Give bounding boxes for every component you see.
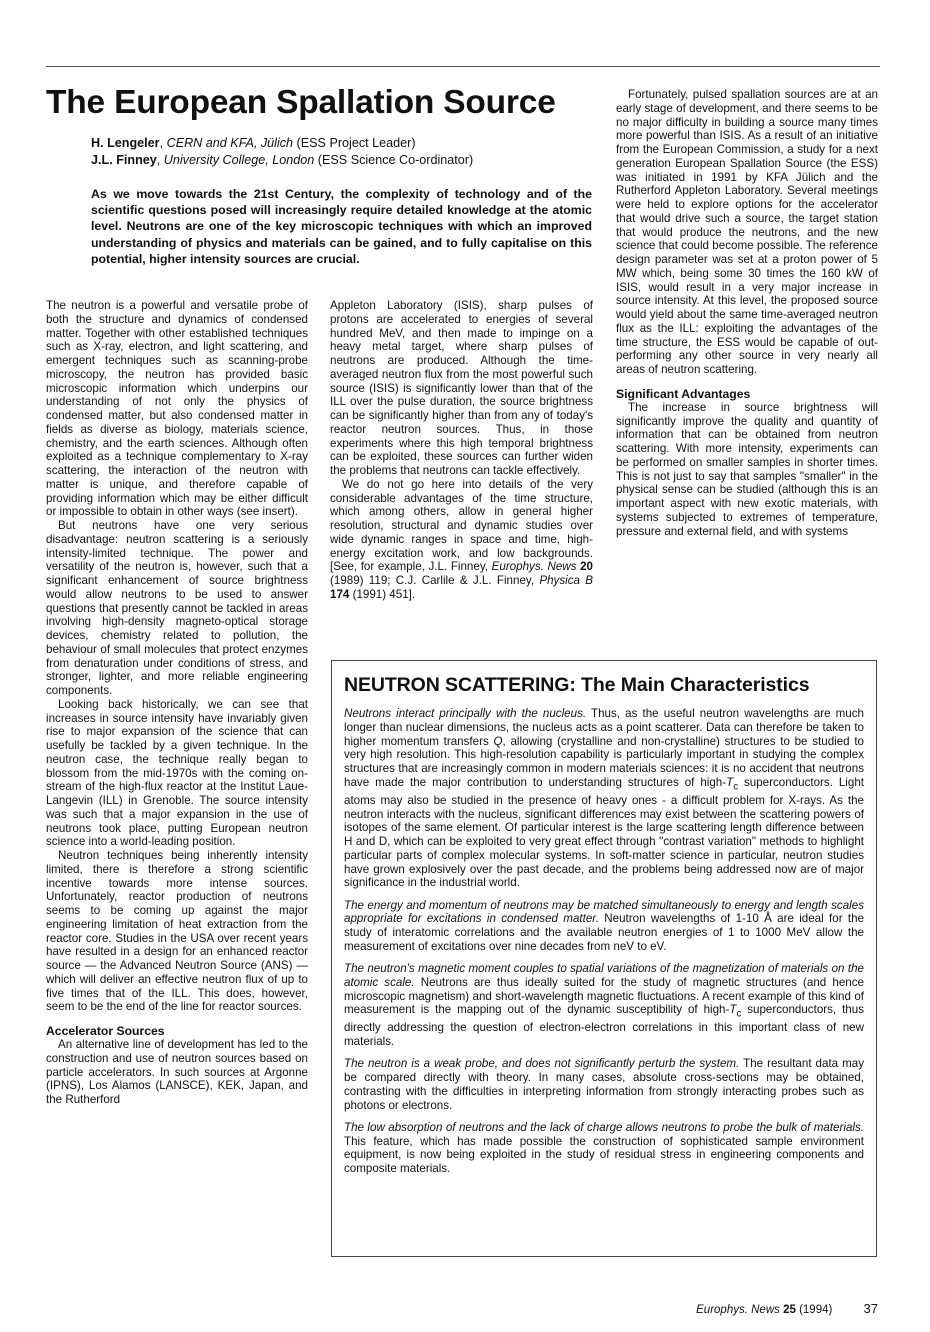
footer-year: (1994)	[799, 1304, 833, 1316]
paragraph-text: , allowing (crystalline and non-crystalline) structures to be studied to very high resolution. This high-resolution capability is particularly important in studying the complex structures that are increasingly common in modern materials sciences: it is no accident that neutrons have made the major contribution to understanding structures of high-	[344, 734, 864, 789]
reference-text: (1989) 119; C.J. Carlile & J.L. Finney,	[330, 574, 535, 587]
lead-sentence: The neutron's magnetic moment couples to spatial variations of the magnetization of materials on the atomic scale.	[344, 962, 864, 989]
author-name: H. Lengeler	[91, 136, 160, 150]
lead-sentence: Neutrons interact principally with the nucleus.	[344, 707, 587, 720]
paragraph-text: Thus, as the useful neutron wavelengths are much longer than nuclear dimensions, the nucleus acts as a point scatterer. Data can therefore be taken to higher momentum transfers	[344, 707, 864, 748]
author-1: H. Lengeler, CERN and KFA, Jülich (ESS Project Leader)	[91, 136, 416, 150]
footer-volume: 25	[783, 1304, 796, 1316]
paragraph	[330, 478, 593, 602]
inset-paragraph	[344, 962, 864, 1049]
author-name: J.L. Finney	[91, 153, 157, 167]
reference-text: (1991) 451].	[352, 587, 416, 601]
journal-name: Europhys. News	[491, 560, 577, 574]
column-1	[46, 299, 308, 1107]
author-role: (ESS Project Leader)	[296, 136, 416, 150]
paragraph-text: The resultant data may be compared directly with theory. In many cases, absolute cross-sections may be obtained, contrasting with the difficulties in interpreting information from strongly interacting probes such as photons or electrons.	[344, 1057, 865, 1112]
paragraph-text: We do not go here into details of the very considerable advantages of the time structure, which among others, allow in general higher resolution, structural and dynamic studies over wide dynamic ranges in space and time, high-energy excitation work, and low backgrounds. [See, for example, J.L. Finney,	[330, 477, 593, 574]
subscript: c	[733, 781, 739, 793]
page-footer	[696, 1301, 878, 1316]
subscript: c	[736, 1008, 742, 1020]
lead-sentence: The neutron is a weak probe, and does not significantly perturb the system.	[344, 1057, 740, 1071]
inset-paragraph	[344, 707, 864, 890]
abstract: As we move towards the 21st Century, the complexity of technology and of the scientific questions posed will increasingly require detailed knowledge at the atomic level. Neutrons are one of the key microscopic techniques with which an improved understanding of physics and materials can be gained, and to fully capitalise on this potential, higher intensity sources are crucial.	[91, 187, 592, 266]
journal-name: Physica B	[539, 574, 594, 587]
paragraph-text: Neutrons are thus ideally suited for the study of magnetic structures (and hence microscopic magnetism) and short-wavelength magnetic fluctuations. A recent example of this kind of measurement is the mapping out of the dynamic susceptibility of high-	[344, 975, 865, 1017]
paragraph: The neutron is a powerful and versatile probe of both the structure and dynamics of condensed matter. Together with other established techniques such as X-ray, electron, and light scattering, and emergent techniques such as scanning-probe microscopy, the neutron has provided basic microscopic information which underpins our understanding of not only the physics of condensed matter, but also condensed matter in fields as diverse as biology, materials science, chemistry, and the earth sciences. Although often exploited as a technique complementary to X-ray scattering, the interaction of the neutron with matter is unique, and therefore capable of providing information which may be either difficult or impossible to obtain in other ways (see insert).	[46, 299, 308, 519]
column-2	[330, 299, 593, 602]
inset-title: NEUTRON SCATTERING: The Main Characteristics	[344, 674, 810, 696]
paragraph-text: This feature, which has made possible the construction of sophisticated sample environment equipment, is now being exploited in the study of residual stress in engineering components and composite materials.	[344, 1134, 864, 1176]
paragraph-text: Neutron wavelengths of 1-10 Å are ideal for the study of interatomic correlations and the available neutron energies of 1 to 1000 MeV allow the measurement of excitations over nine decades from neV to eV.	[344, 912, 864, 953]
author-affiliation: University College, London	[163, 153, 315, 167]
page-number: 37	[863, 1301, 878, 1316]
symbol-tc: T	[729, 1003, 737, 1017]
column-3	[616, 88, 878, 538]
paragraph-text: superconductors, thus directly addressing the question of electron-electron correlations in this important class of new materials.	[344, 1003, 864, 1049]
symbol-q: Q	[493, 734, 503, 748]
paragraph-text: superconductors. Light atoms may also be studied in the presence of heavy ones - a difficult problem for X-rays. As the neutron interacts with the nucleus, significant differences may exist between the scattering powers of isotopes of the same element. Of particular interest is the large scattering length difference between H and D, which can be exploited to very great effect through "contrast variation" methods to highlight particular parts of complex molecular systems. In soft-matter science in particular, neutron studies have grown explosively over the past decade, and the problems being addressed now are of major significance in the industrial world.	[344, 775, 864, 890]
inset-paragraph	[344, 1057, 864, 1112]
inset-paragraph	[344, 1121, 864, 1176]
inset-paragraph	[344, 899, 864, 954]
section-heading: Significant Advantages	[616, 386, 751, 401]
paragraph: The increase in source brightness will significantly improve the quality and quantity of information that can be obtained from neutron scattering. With more intensity, experiments can be performed on smaller samples in shorter times. This is not just to say that samples "smaller" in the physical sense can be studied (although this is an important aspect with new exotic materials, with systems subjected to extremes of temperature, pressure and external field, and with systems	[616, 400, 878, 538]
paragraph: Fortunately, pulsed spallation sources are at an early stage of development, and there seems to be no major difficulty in building a source many times more powerful than ISIS. As a result of an initiative from the European Commission, a study for a next generation European Spallation Source (the ESS) was initiated in 1991 by KFA Jülich and the Rutherford Appleton Laboratory. Several meetings were held to explore options for the accelerator that would drive such a source, the target station that would produce the neutrons, and the new science that could become possible. The reference design parameter was set at a proton power of 5 MW which, being some 30 times the 160 kW of ISIS, would result in a very major increase in source intensity. At this level, the proposed source would yield about the same time-averaged neutron flux as the ILL: exploiting the advantages of the time structure, the ESS would be capable of out-performing any other source in very nearly all areas of neutron scattering.	[616, 88, 878, 376]
volume-number: 174	[330, 587, 350, 601]
author-2: J.L. Finney, University College, London (ESS Science Co-ordinator)	[91, 153, 474, 167]
lead-sentence: The low absorption of neutrons and the lack of charge allows neutrons to probe the bulk of materials.	[344, 1120, 864, 1134]
author-role: (ESS Science Co-ordinator)	[317, 153, 474, 167]
section-heading: Accelerator Sources	[46, 1024, 165, 1038]
header-rule	[46, 66, 880, 67]
volume-number: 20	[580, 560, 594, 574]
paragraph: Appleton Laboratory (ISIS), sharp pulses of protons are accelerated to energies of several hundred MeV, and then made to impinge on a heavy metal target, where sharp pulses of neutrons are produced. Although the time-averaged neutron flux from the most powerful such source (ISIS) is significantly lower than that of the ILL over the pulse duration, the source brightness can be significantly higher than from any of today's reactor neutron sources. Thus, in those experiments where this high temporal brightness can be exploited, these sources can further widen the problems that neutrons can tackle effectively.	[330, 299, 593, 477]
inset-box	[331, 660, 877, 1257]
lead-sentence: The energy and momentum of neutrons may be matched simultaneously to energy and length scales appropriate for excitations in condensed matter.	[344, 898, 864, 926]
paragraph: But neutrons have one very serious disadvantage: neutron scattering is a seriously intensity-limited technique. The power and versatility of the neutron is, however, such that a significant enhancement of source brightness would allow neutrons to be used to answer questions that presently cannot be tackled in areas involving high-density magneto-optical storage devices, chemistry related to pollution, the behaviour of small molecules that protect enzymes from denaturation under conditions of stress, and stronger, lighter, and more reliable engineering components.	[46, 519, 308, 697]
author-affiliation: CERN and KFA, Jülich	[166, 136, 294, 150]
article-title: The European Spallation Source	[46, 84, 556, 121]
paragraph: An alternative line of development has led to the construction and use of neutron sources based on particle accelerators. In such sources at Argonne (IPNS), Los Alamos (LANSCE), KEK, Japan, and the Rutherford	[46, 1038, 308, 1106]
footer-journal: Europhys. News	[696, 1304, 780, 1316]
author-list	[91, 135, 473, 169]
symbol-tc: T	[726, 775, 734, 789]
paragraph: Neutron techniques being inherently intensity limited, there is therefore a strong scientific incentive towards more intense sources. Unfortunately, reactor production of neutrons seems to be coming up against the major engineering limitation of heat extraction from the reactor core. Studies in the USA over recent years have resulted in a design for an enhanced reactor source — the Advanced Neutron Source (ANS) — which will deliver an effective neutron flux of up to five times that of the ILL. This does, however, seem to be the end of the line for reactor sources.	[46, 849, 308, 1014]
paragraph: Looking back historically, we can see that increases in source intensity have invariably given rise to major expansion of the science that can usefully be tackled by a given technique. In the neutron case, the technique really began to blossom from the mid-1970s with the coming on-stream of the high-flux reactor at the Institut Laue-Langevin (ILL) in Grenoble. The source intensity was such that a major expansion in the use of neutrons took place, putting European neutron science into a world-leading position.	[46, 697, 308, 849]
